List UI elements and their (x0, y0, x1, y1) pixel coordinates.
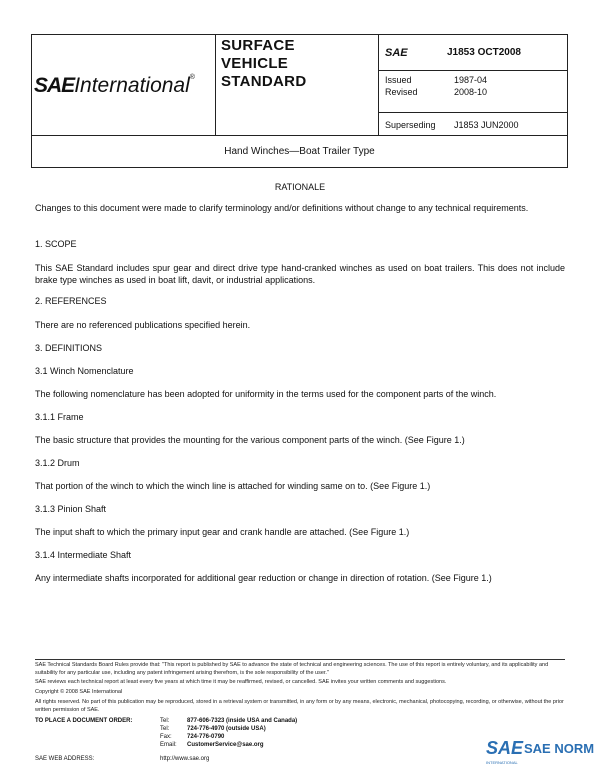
header-divider-left (215, 35, 216, 135)
section-3-1-3-heading: 3.1.3 Pinion Shaft (35, 504, 107, 514)
section-3-1-4-text: Any intermediate shafts incorporated for additional gear reduction or change in direction of rotation. (See Figure 1.) (35, 573, 492, 583)
order-label: TO PLACE A DOCUMENT ORDER: (35, 718, 133, 724)
issued-label: Issued (385, 75, 412, 85)
email-value[interactable]: CustomerService@sae.org (187, 742, 264, 748)
standard-type-line2: VEHICLE (221, 55, 289, 72)
standard-type (221, 37, 306, 91)
email-label: Email: (160, 742, 177, 748)
section-2-text: There are no referenced publications specified herein. (35, 320, 251, 330)
logo-international-text: International (74, 74, 190, 97)
fax-value: 724-776-0790 (187, 734, 225, 740)
watermark-sae-logo: SAE (486, 738, 524, 758)
footer-copyright: Copyright © 2008 SAE International (35, 689, 123, 695)
revised-value: 2008-10 (454, 87, 488, 97)
section-1-heading: 1. SCOPE (35, 239, 77, 249)
footer-review: SAE reviews each technical report at least every five years at which time it may be reaffirmed, revised, or cancelled. SAE invites your written comments and suggestions. (35, 679, 447, 685)
section-3-1-4-heading: 3.1.4 Intermediate Shaft (35, 550, 132, 560)
section-3-1-2-text: That portion of the winch to which the winch line is attached for winding same on to. (See Figure 1.) (35, 481, 431, 491)
tel-label: Tel: (160, 718, 170, 724)
doc-number: J1853 OCT2008 (447, 47, 521, 58)
section-3-1-heading: 3.1 Winch Nomenclature (35, 366, 134, 376)
sae-norm-watermark (486, 738, 596, 768)
small-sae-logo: SAE (385, 47, 408, 59)
rationale-heading: RATIONALE (274, 182, 326, 192)
tel2-value: 724-776-4970 (outside USA) (187, 726, 266, 732)
superseding-label: Superseding (385, 120, 436, 130)
document-title: Hand Winches—Boat Trailer Type (31, 135, 568, 168)
watermark-norm-text: SAE NORM (524, 741, 595, 756)
section-3-heading: 3. DEFINITIONS (35, 343, 103, 353)
rationale-text: Changes to this document were made to clarify terminology and/or definitions without change to any technical requirements. (35, 203, 529, 213)
section-3-1-1-heading: 3.1.1 Frame (35, 412, 84, 422)
section-3-1-2-heading: 3.1.2 Drum (35, 458, 80, 468)
superseding-value: J1853 JUN2000 (454, 120, 519, 130)
issued-value: 1987-04 (454, 75, 488, 85)
watermark-sub-text: INTERNATIONAL (486, 760, 518, 765)
footer-rights: All rights reserved. No part of this publication may be reproduced, stored in a retrieval system or transmitted, in any form or by any means, electronic, mechanical, photocopying, recording, or otherwise, without the prior written permission of SAE. (35, 699, 564, 713)
sae-international-logo (34, 74, 195, 98)
section-3-1-1-text: The basic structure that provides the mounting for the various component parts of the winch. (See Figure 1.) (35, 435, 465, 445)
web-value[interactable]: http://www.sae.org (160, 756, 210, 762)
header-divider-h1 (378, 70, 568, 71)
header-divider-h2 (378, 112, 568, 113)
header-divider-right (378, 35, 379, 135)
tel2-label: Tel: (160, 726, 170, 732)
footer-rules: SAE Technical Standards Board Rules provide that: "This report is published by SAE to advance the state of technical and engineering sciences. The use of this report is entirely voluntary, and its applicability and suitability for any particular use, including any patent infringement arising therefrom, is the sole responsibility of the user." (35, 662, 549, 676)
standard-type-line3: STANDARD (221, 73, 307, 90)
section-2-heading: 2. REFERENCES (35, 296, 107, 306)
section-3-1-text: The following nomenclature has been adopted for uniformity in the terms used for the component parts of the winch. (35, 389, 497, 399)
logo-sae-text: SAE (34, 74, 75, 97)
web-label: SAE WEB ADDRESS: (35, 756, 95, 762)
standard-type-line1: SURFACE (221, 37, 295, 54)
section-1-text: This SAE Standard includes spur gear and direct drive type hand-cranked winches as used on boat trailers. This does not include brake type winches as used in boat lift, davit, or industrial applications. (35, 263, 565, 285)
tel-value: 877-606-7323 (inside USA and Canada) (187, 718, 298, 724)
revised-label: Revised (385, 87, 418, 97)
fax-label: Fax: (160, 734, 172, 740)
footer-divider (35, 659, 565, 660)
logo-trademark: ® (189, 74, 195, 81)
section-3-1-3-text: The input shaft to which the primary input gear and crank handle are attached. (See Figure 1.) (35, 527, 410, 537)
